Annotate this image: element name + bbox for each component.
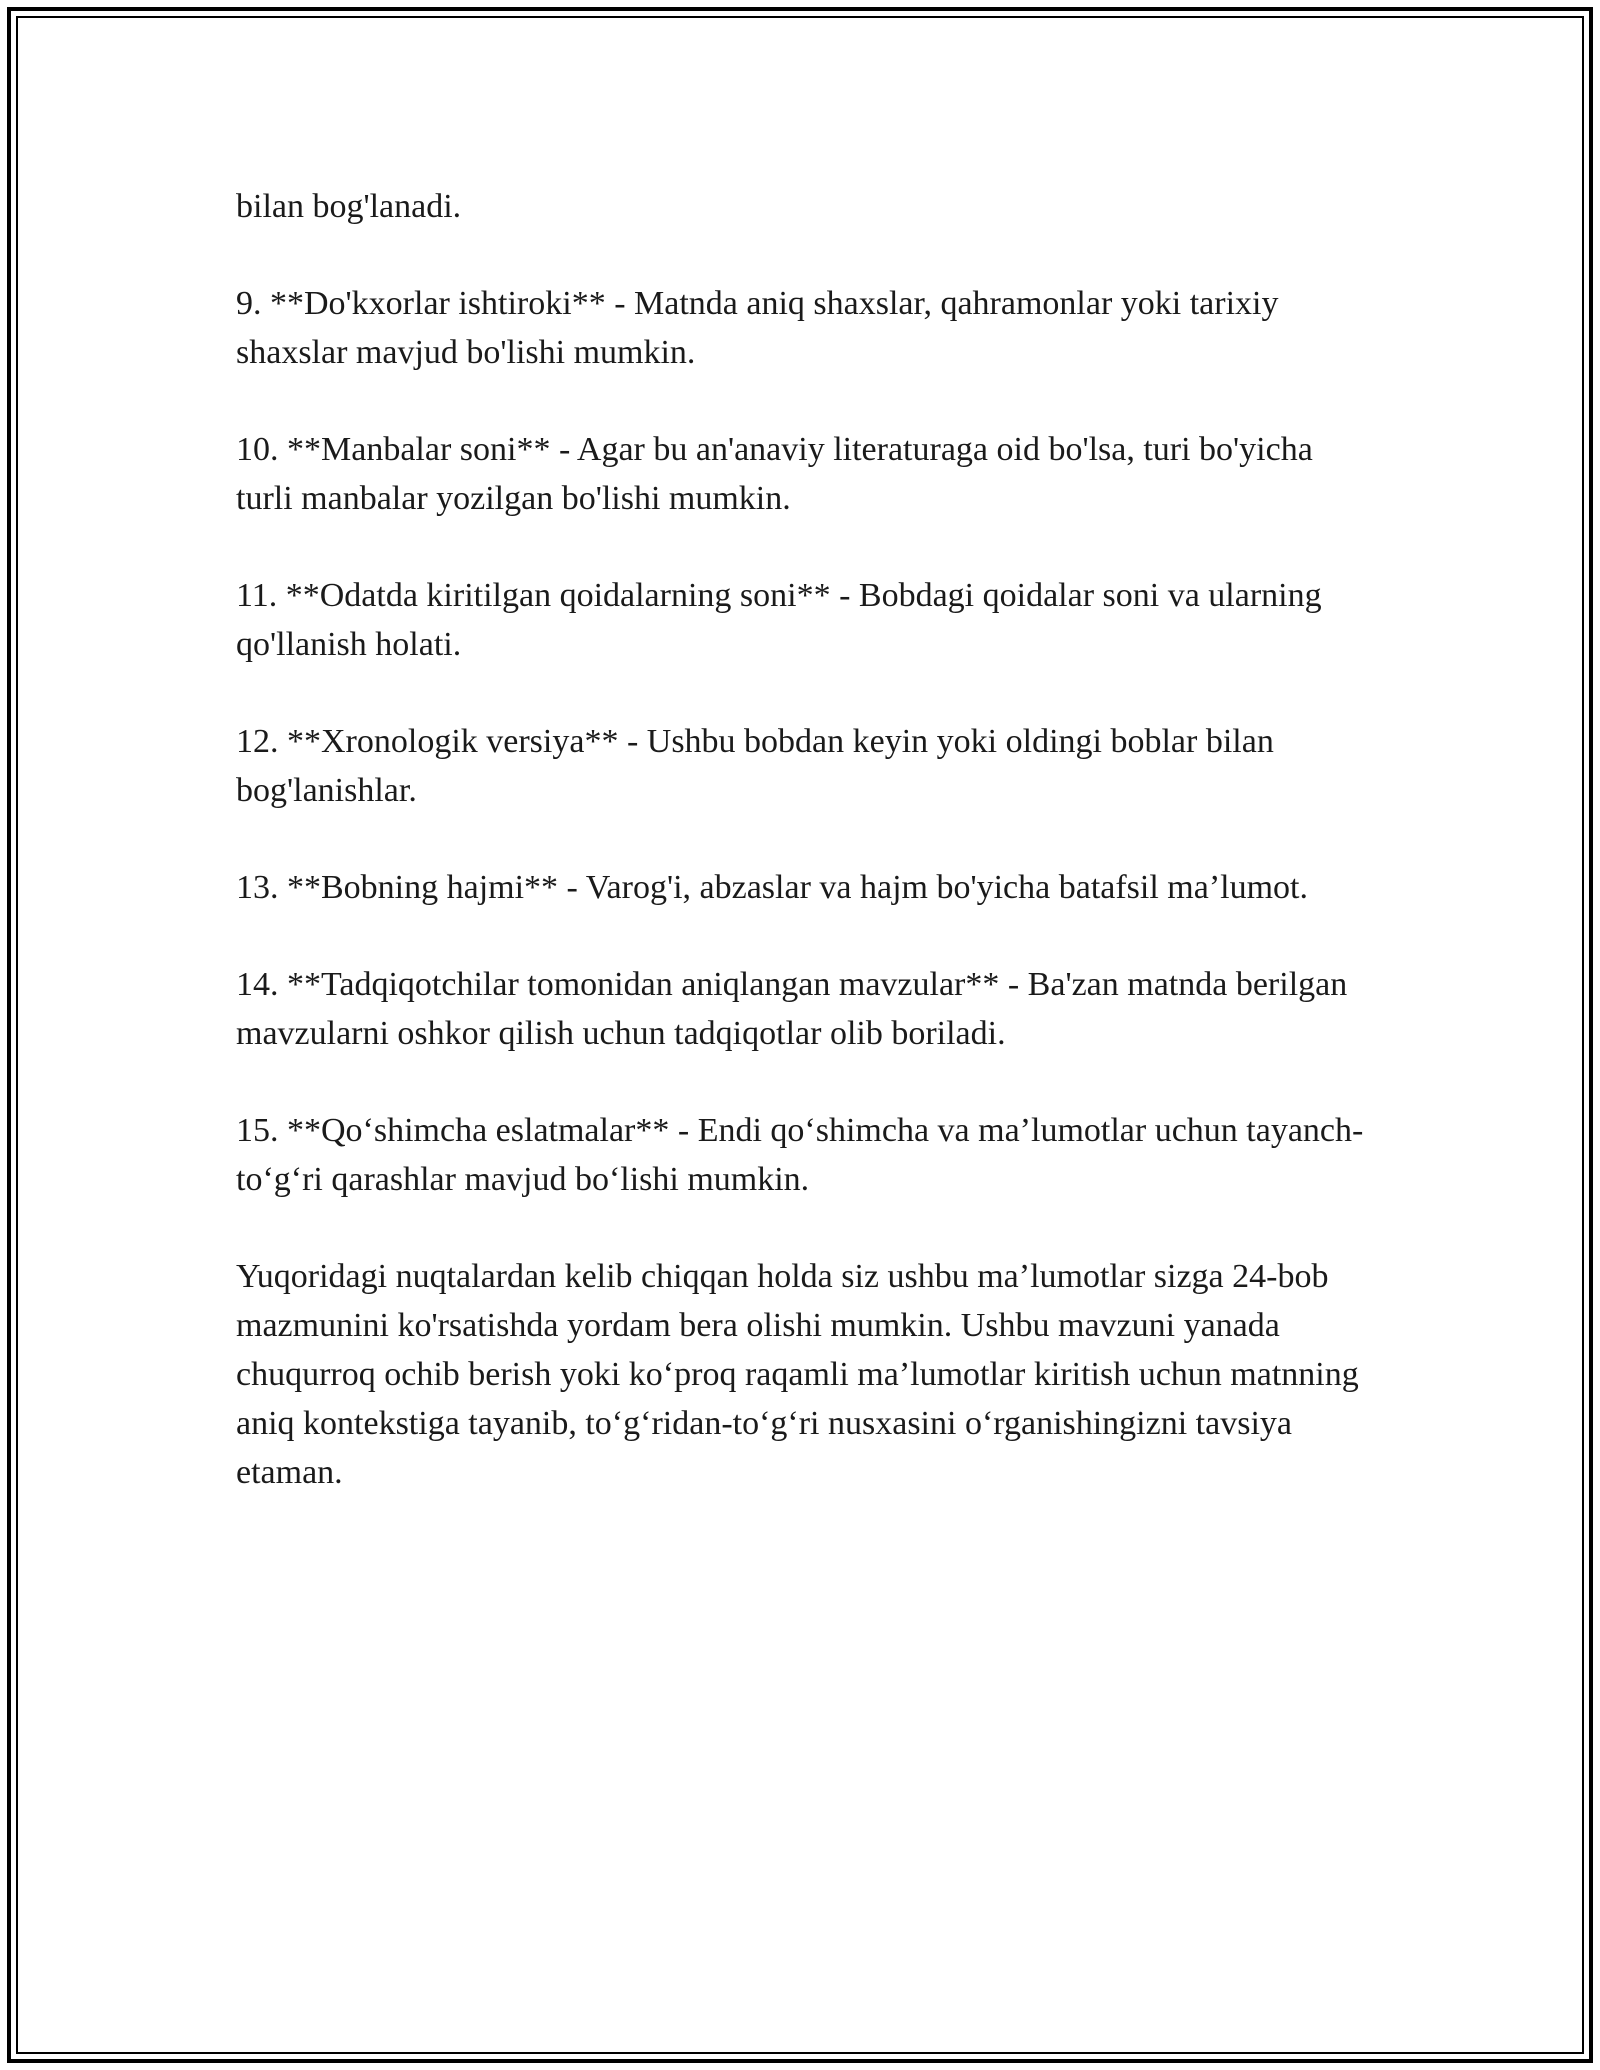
list-item-15: 15. **Qo‘shimcha eslatmalar** - Endi qo‘shimcha va ma’lumotlar uchun tayanch-to‘g‘ri qarashlar mavjud bo‘lishi mumkin. <box>236 1112 1364 1198</box>
list-item-13: 13. **Bobning hajmi** - Varog'i, abzaslar va hajm bo'yicha batafsil ma’lumot. <box>236 869 1308 906</box>
list-item-14: 14. **Tadqiqotchilar tomonidan aniqlangan mavzular** - Ba'zan matnda berilgan mavzularni oshkor qilish uchun tadqiqotlar olib boriladi. <box>236 966 1348 1052</box>
list-item-11: 11. **Odatda kiritilgan qoidalarning soni** - Bobdagi qoidalar soni va ularning qo'llanish holati. <box>236 577 1322 663</box>
list-item-10: 10. **Manbalar soni** - Agar bu an'anaviy literaturaga oid bo'lsa, turi bo'yicha turli manbalar yozilgan bo'lishi mumkin. <box>236 431 1313 517</box>
conclusion-paragraph: Yuqoridagi nuqtalardan kelib chiqqan holda siz ushbu ma’lumotlar sizga 24-bob mazmunini ko'rsatishda yordam bera olishi mumkin. Ushbu mavzuni yanada chuqurroq ochib berish yoki ko‘proq raqamli ma’lumotlar kiritish uchun matnning aniq kontekstiga tayanib, to‘g‘ridan-to‘g‘ri nusxasini o‘rganishingizni tavsiya etaman. <box>236 1258 1359 1491</box>
paragraph-continuation: bilan bog'lanadi. <box>236 188 462 225</box>
document-body <box>236 182 1366 1545</box>
list-item-9: 9. **Do'kxorlar ishtiroki** - Matnda aniq shaxslar, qahramonlar yoki tarixiy shaxslar mavjud bo'lishi mumkin. <box>236 285 1279 371</box>
list-item-12: 12. **Xronologik versiya** - Ushbu bobdan keyin yoki oldingi boblar bilan bog'lanishlar. <box>236 723 1274 809</box>
